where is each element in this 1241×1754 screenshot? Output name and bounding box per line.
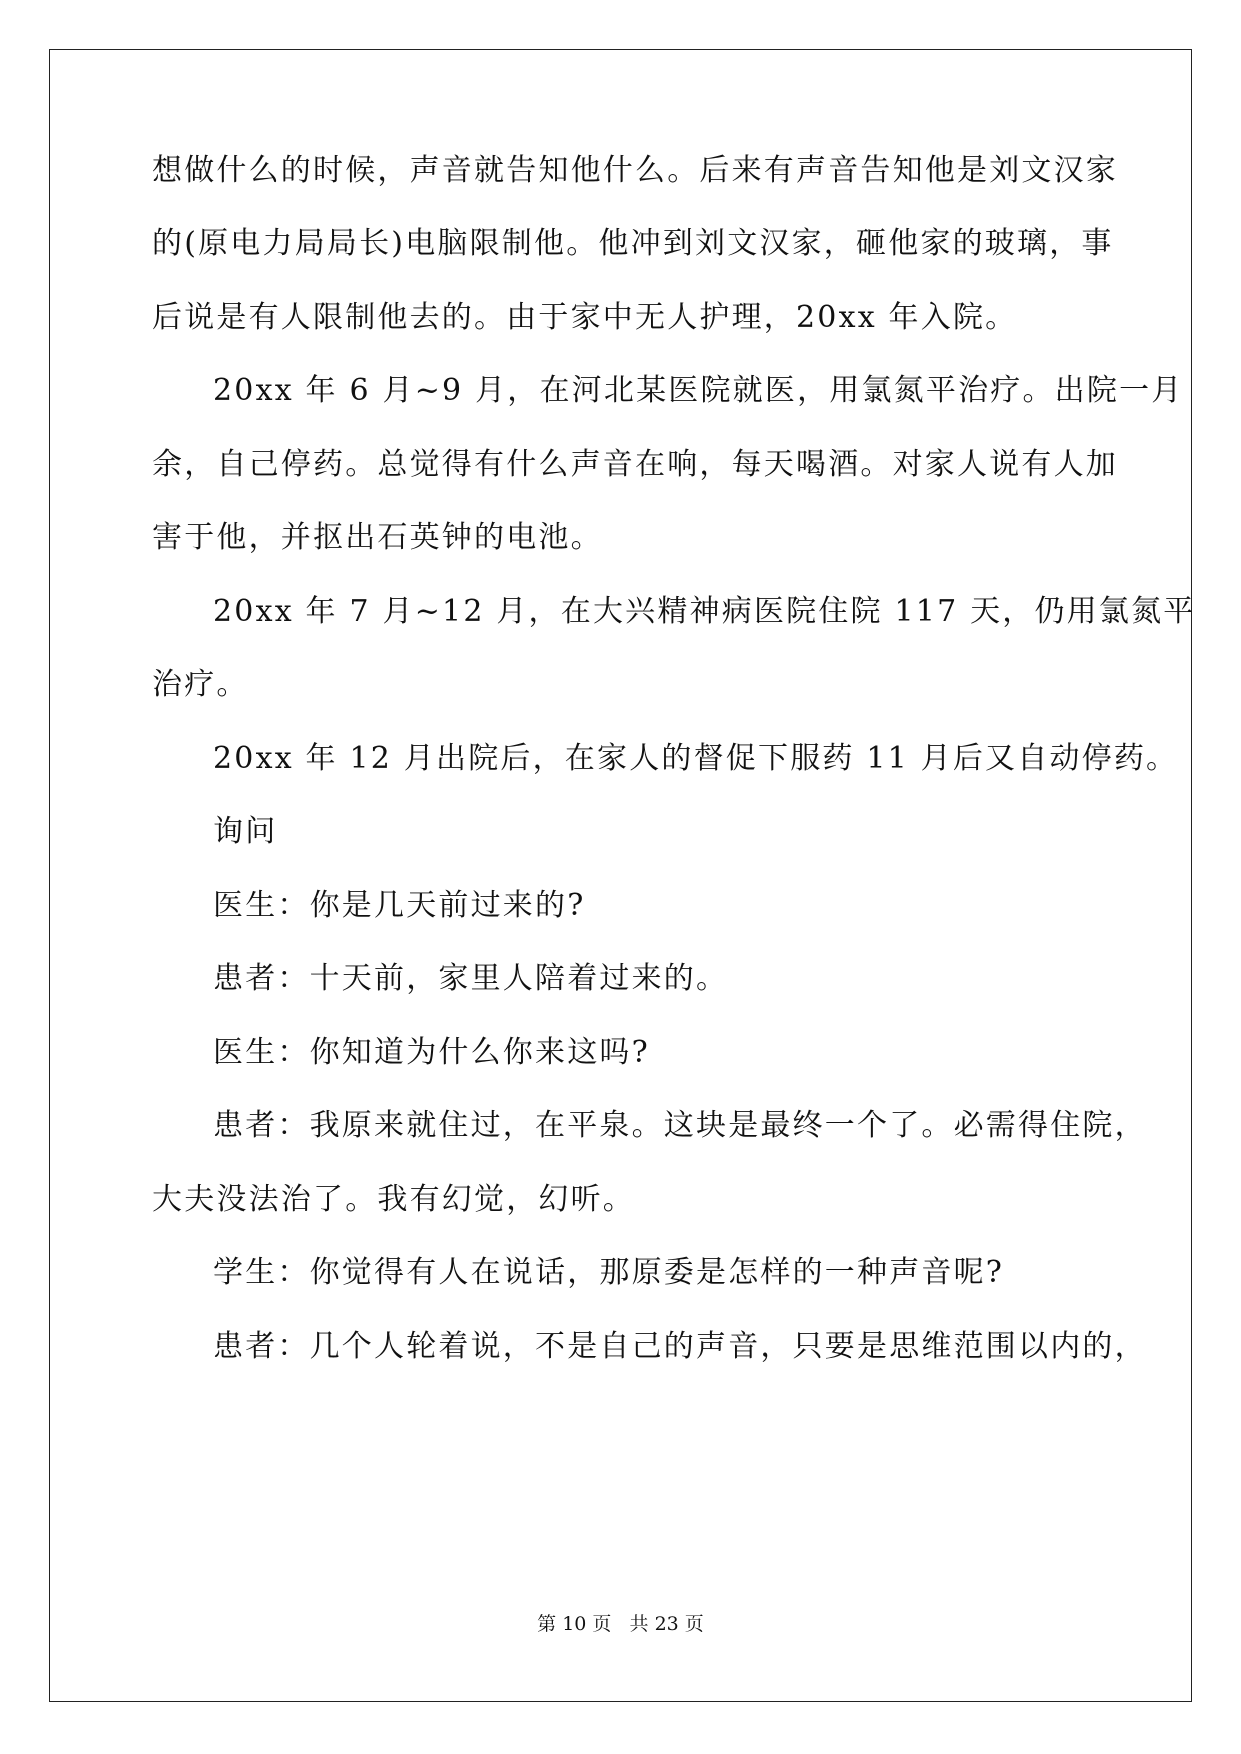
dialogue-line: 患者：十天前，家里人陪着过来的。	[213, 961, 729, 996]
page-number: 第 10 页 共 23 页	[537, 1613, 704, 1635]
dialogue-line: 医生：你是几天前过来的?	[213, 888, 586, 923]
text-line: 害于他，并抠出石英钟的电池。	[152, 520, 603, 555]
text-line: 想做什么的时候，声音就告知他什么。后来有声音告知他是刘文汉家	[152, 153, 1118, 188]
text-line: 治疗。	[152, 667, 249, 702]
dialogue-line: 大夫没法治了。我有幻觉，幻听。	[152, 1182, 635, 1217]
dialogue-line: 学生：你觉得有人在说话，那原委是怎样的一种声音呢?	[213, 1255, 1005, 1290]
page-border	[49, 49, 1192, 1702]
dialogue-line: 医生：你知道为什么你来这吗?	[213, 1035, 650, 1070]
text-line: 20xx 年 12 月出院后，在家人的督促下服药 11 月后又自动停药。	[213, 741, 1179, 776]
section-heading: 询问	[213, 814, 278, 849]
text-line: 20xx 年 6 月~9 月，在河北某医院就医，用氯氮平治疗。出院一月	[213, 373, 1184, 408]
text-line: 余，自己停药。总觉得有什么声音在响，每天喝酒。对家人说有人加	[152, 447, 1118, 482]
text-line: 后说是有人限制他去的。由于家中无人护理，20xx 年入院。	[152, 300, 1018, 335]
dialogue-line: 患者：几个人轮着说，不是自己的声音，只要是思维范围以内的，	[213, 1329, 1147, 1364]
text-line: 的(原电力局局长)电脑限制他。他冲到刘文汉家，砸他家的玻璃，事	[152, 226, 1114, 261]
text-line: 20xx 年 7 月~12 月，在大兴精神病医院住院 117 天，仍用氯氮平	[213, 594, 1196, 629]
dialogue-line: 患者：我原来就住过，在平泉。这块是最终一个了。必需得住院，	[213, 1108, 1147, 1143]
